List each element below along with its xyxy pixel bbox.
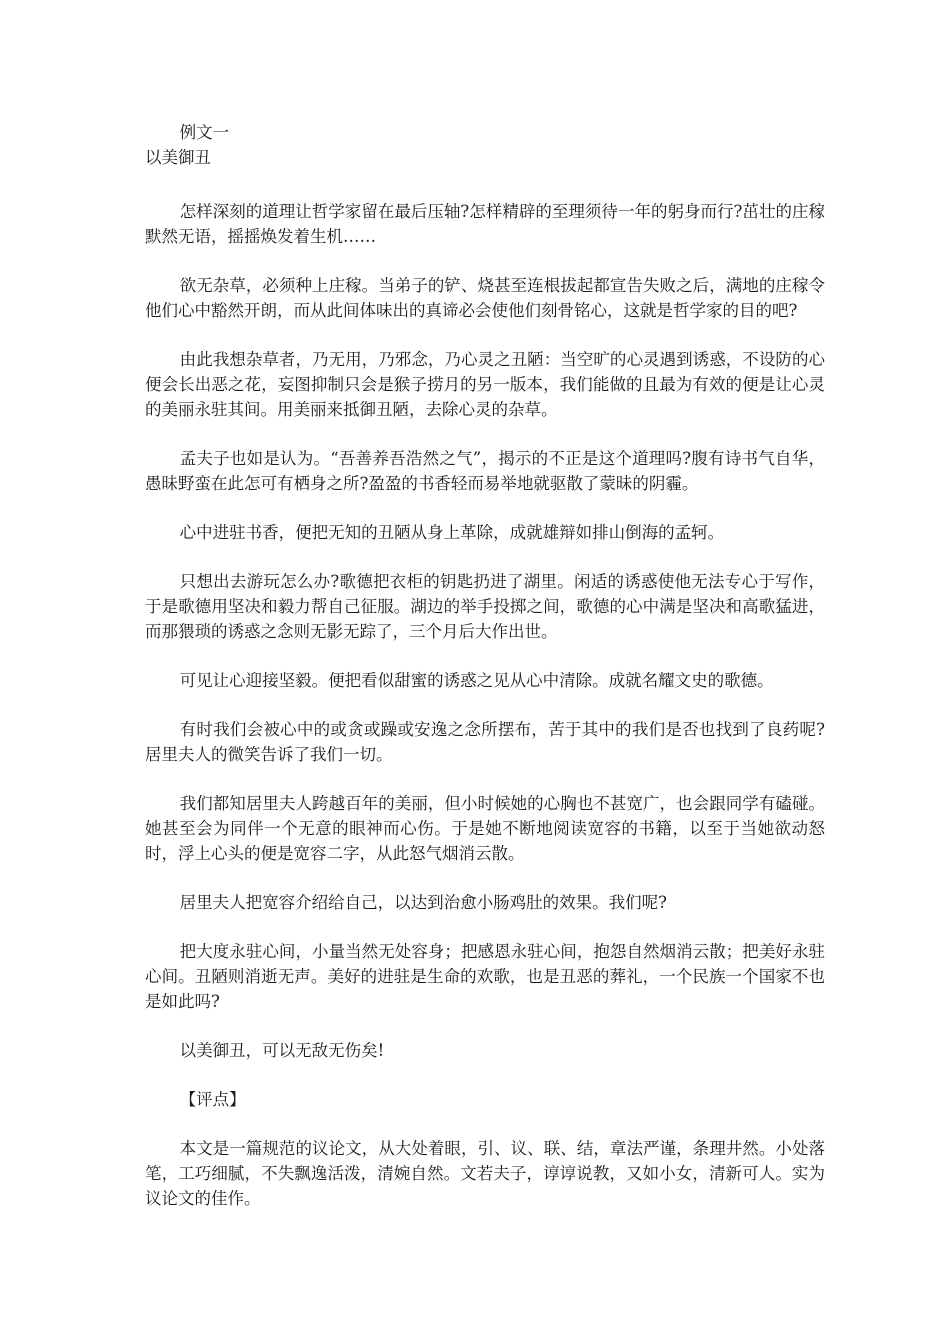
paragraph: 怎样深刻的道理让哲学家留在最后压轴?怎样精辟的至理须待一年的躬身而行?茁壮的庄稼默然无语，摇摇焕发着生机……: [145, 202, 825, 246]
paragraph: 欲无杂草，必须种上庄稼。当弟子的铲、烧甚至连根拔起都宣告失败之后，满地的庄稼令他们心中豁然开朗，而从此间体味出的真谛必会使他们刻骨铭心，这就是哲学家的目的吧?: [145, 276, 825, 320]
paragraph: 可见让心迎接坚毅。便把看似甜蜜的诱惑之见从心中清除。成就名耀文史的歌德。: [179, 671, 774, 690]
paragraph: 只想出去游玩怎么办?歌德把衣柜的钥匙扔进了湖里。闲适的诱惑使他无法专心于写作，于是歌德用坚决和毅力帮自己征服。湖边的举手投掷之间，歌德的心中满是坚决和高歌猛进，而那猥琐的诱惑之念则无影无踪了，三个月后大作出世。: [145, 572, 825, 641]
example-label: 例文一: [179, 123, 230, 142]
comment-paragraph: 本文是一篇规范的议论文，从大处着眼，引、议、联、结，章法严谨，条理井然。小处落笔，工巧细腻，不失飘逸活泼，清婉自然。文若夫子，谆谆说教，又如小女，清新可人。实为议论文的佳作。: [145, 1139, 825, 1208]
paragraph: 由此我想杂草者，乃无用，乃邪念，乃心灵之丑陋：当空旷的心灵遇到诱惑，不设防的心便会长出恶之花，妄图抑制只会是猴子捞月的另一版本，我们能做的且最为有效的便是让心灵的美丽永驻其间。用美丽来抵御丑陋，去除心灵的杂草。: [145, 350, 825, 419]
paragraph: 以美御丑，可以无敌无伤矣!: [179, 1041, 385, 1060]
paragraph: 我们都知居里夫人跨越百年的美丽，但小时候她的心胸也不甚宽广，也会跟同学有磕碰。她甚至会为同伴一个无意的眼神而心伤。于是她不断地阅读宽容的书籍，以至于当她欲动怒时，浮上心头的便是宽容二字，从此怒气烟消云散。: [145, 794, 825, 863]
paragraph: 居里夫人把宽容介绍给自己，以达到治愈小肠鸡肚的效果。我们呢?: [179, 893, 667, 912]
paragraph: 心中进驻书香，便把无知的丑陋从身上革除，成就雄辩如排山倒海的孟轲。: [179, 523, 725, 542]
paragraph: 把大度永驻心间，小量当然无处容身；把感恩永驻心间，抱怨自然烟消云散；把美好永驻心间。丑陋则消逝无声。美好的进驻是生命的欢歌，也是丑恶的葬礼，一个民族一个国家不也是如此吗?: [145, 942, 825, 1011]
comment-heading: 【评点】: [179, 1090, 246, 1109]
essay-title: 以美御丑: [145, 148, 211, 167]
essay-page: [145, 120, 825, 1211]
paragraph: 孟夫子也如是认为。“吾善养吾浩然之气”，揭示的不正是这个道理吗?腹有诗书气自华，愚昧野蛮在此怎可有栖身之所?盈盈的书香轻而易举地就驱散了蒙昧的阴霾。: [145, 449, 825, 493]
paragraph: 有时我们会被心中的或贪或躁或安逸之念所摆布，苦于其中的我们是否也找到了良药呢?居里夫人的微笑告诉了我们一切。: [145, 720, 825, 764]
